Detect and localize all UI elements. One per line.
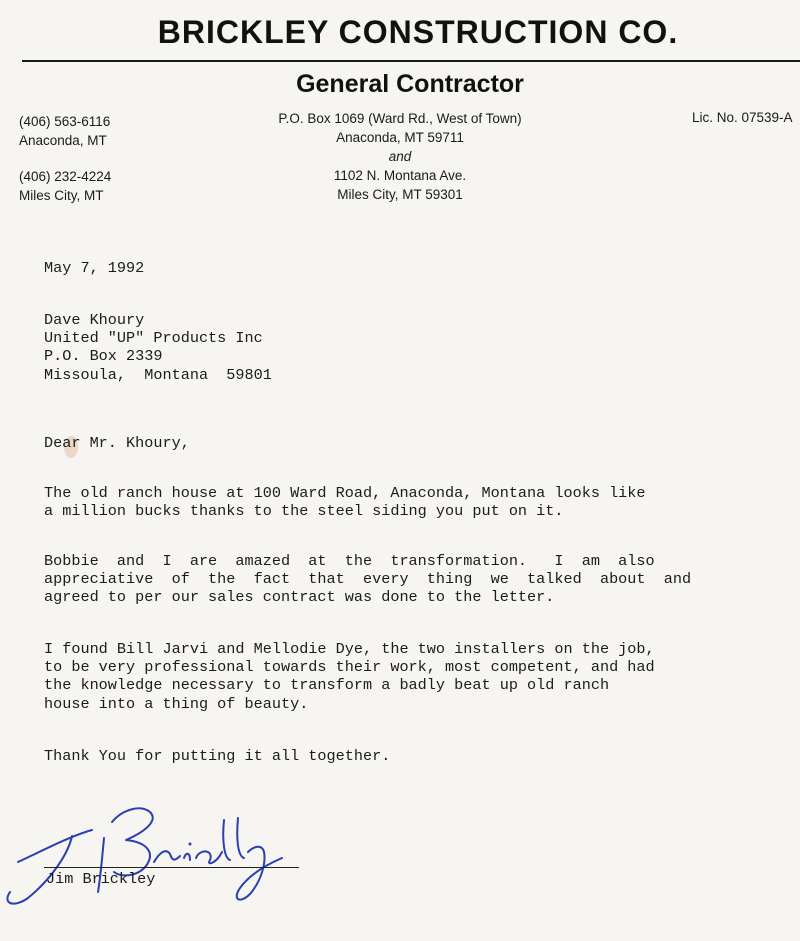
paragraph-line: The old ranch house at 100 Ward Road, Anaconda, Montana looks like: [44, 484, 646, 502]
address-line: Miles City, MT 59301: [337, 187, 463, 202]
header-rule: [22, 60, 800, 62]
paragraph-line: a million bucks thanks to the steel siding you put on it.: [44, 502, 564, 521]
office-phone: (406) 563-6116: [19, 114, 111, 129]
paragraph-line: appreciative of the fact that every thing we talked about and: [44, 570, 692, 589]
paragraph-line: agreed to per our sales contract was done to the letter.: [44, 588, 555, 607]
recipient-line: P.O. Box 2339: [44, 347, 163, 366]
address-conjunction: and: [388, 149, 412, 164]
paragraph-line: house into a thing of beauty.: [44, 694, 309, 713]
paragraph-line: the knowledge necessary to transform a badly beat up old ranch: [44, 676, 610, 695]
handwritten-signature: [0, 800, 310, 920]
signer-name: Jim Brickley: [46, 870, 156, 888]
signature-line: [44, 867, 299, 868]
greeting: Dear Mr. Khoury,: [44, 434, 190, 452]
office-city: Anaconda, MT: [19, 133, 107, 148]
office-city: Miles City, MT: [19, 188, 104, 203]
letter-date: May 7, 1992: [44, 259, 145, 277]
recipient-address: [44, 311, 272, 384]
recipient-line: Dave Khoury: [44, 311, 145, 329]
paragraph-line: to be very professional towards their work, most competent, and had: [44, 658, 655, 677]
company-name: BRICKLEY CONSTRUCTION CO.: [157, 14, 679, 50]
paragraph-3: [44, 640, 655, 713]
office-phone: (406) 232-4224: [19, 169, 112, 184]
paragraph-line: Bobbie and I are amazed at the transformation. I am also: [44, 552, 655, 570]
address-line: Anaconda, MT 59711: [336, 130, 464, 145]
address-line: 1102 N. Montana Ave.: [333, 168, 467, 183]
recipient-line: Missoula, Montana 59801: [44, 365, 272, 384]
license-number: Lic. No. 07539-A: [692, 110, 793, 125]
paragraph-line: I found Bill Jarvi and Mellodie Dye, the two installers on the job,: [44, 640, 655, 658]
office-anaconda-contact: [19, 112, 110, 150]
address-line: P.O. Box 1069 (Ward Rd., West of Town): [278, 111, 522, 126]
recipient-line: United "UP" Products Inc: [44, 329, 263, 348]
office-miles-city-contact: [19, 167, 111, 205]
mailing-addresses: [255, 109, 545, 204]
closing-line: Thank You for putting it all together.: [44, 747, 391, 765]
paragraph-2: [44, 552, 691, 607]
company-subtitle: General Contractor: [296, 70, 524, 98]
paragraph-1: [44, 484, 646, 520]
